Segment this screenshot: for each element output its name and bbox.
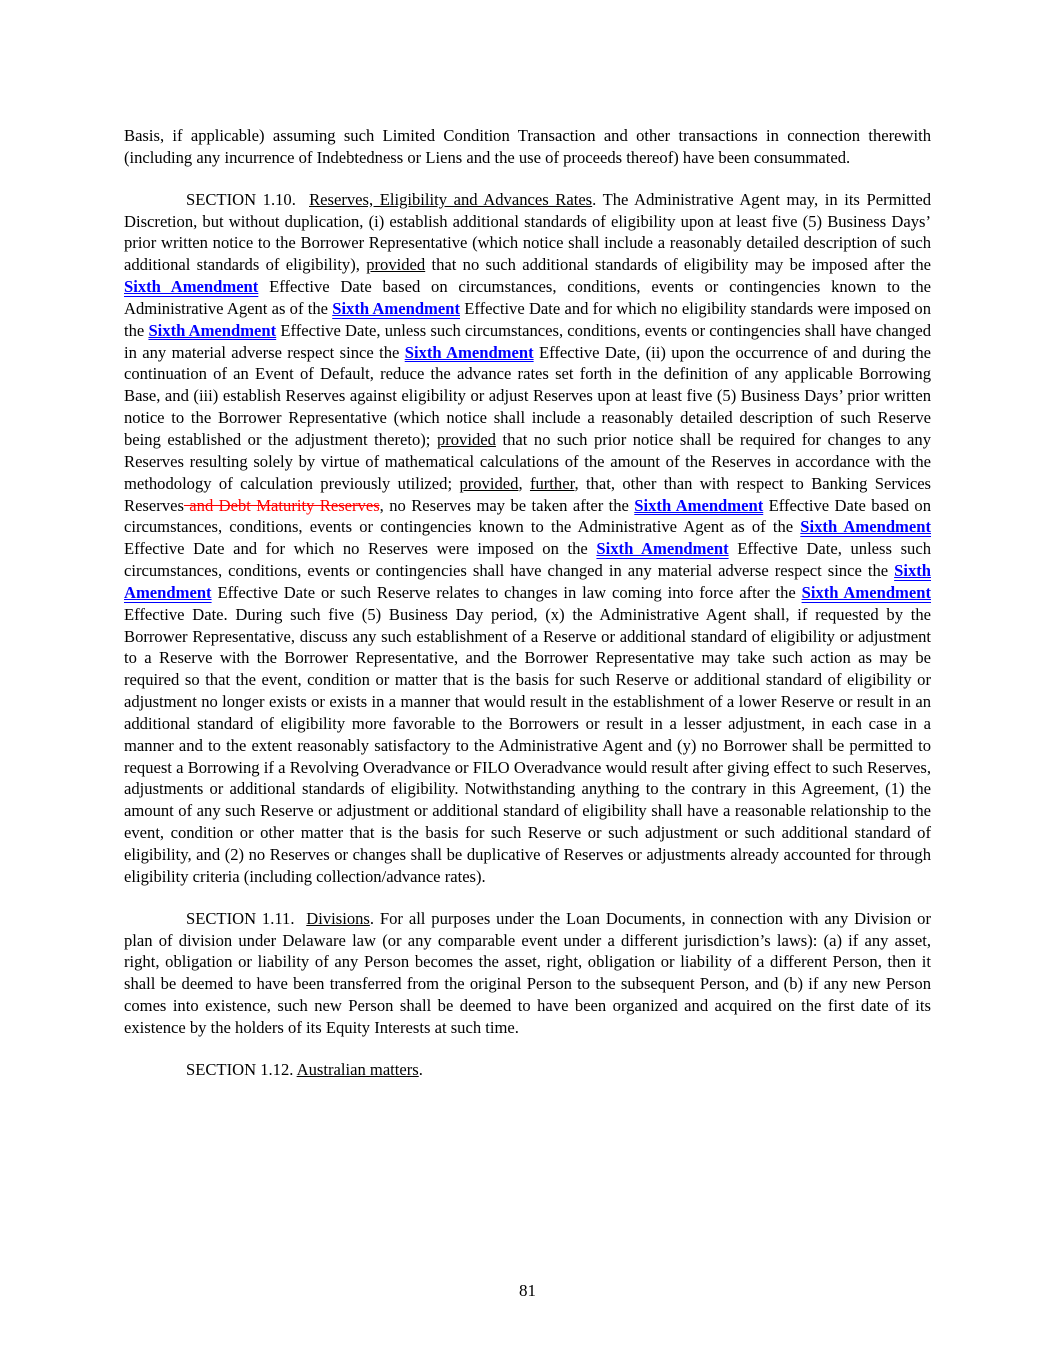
text: . The Administrative Agent may, in its Permitted Discretion, but without duplication, (i) establish additional standards of eligibility upon at least five (5) Business Days’ prior written notice to the Borrower Representative (which notice shall include a reasonably detailed description of such additional standards of eligibility), [124,189,932,275]
document-page [124,125,931,1081]
text: Effective Date, unless such circumstances, conditions, events or contingencies shall have changed in any material adverse respect since the [124,320,932,362]
inserted-text: Sixth Amendment [332,298,460,318]
section-number: SECTION 1.10. [186,189,296,209]
section-number: SECTION 1.11. [186,908,295,928]
text: . For all purposes under the Loan Documents, in connection with any Division or plan of division under Delaware law (or any comparable event under a different jurisdiction’s laws): (a) if any asset, right, obligation or liability of any Person becomes the asset, right, obligation or liability of a different Person, then it shall be deemed to have been transferred from the original Person to the subsequent Person, and (b) if any new Person comes into existence, such new Person shall be deemed to have been organized and acquired on the first date of its existence by the holders of its Equity Interests at such time. [124,908,931,1037]
inserted-text: Sixth Amendment [404,342,534,362]
inserted-text: Sixth Amendment [596,539,729,559]
section-number: SECTION 1.12. [186,1059,294,1079]
text: , that, other than with respect to Banking Services Reserves [124,473,932,515]
paragraph-continuation: Basis, if applicable) assuming such Limited Condition Transaction and other transactions in connection therewith (including any incurrence of Indebtedness or Liens and the use of proceeds thereof) have been consummated. [124,126,931,167]
further-term: further [529,473,575,493]
section-heading: Australian matters [296,1059,419,1079]
provided-term: provided [459,473,519,493]
page-number: 81 [519,1281,536,1300]
inserted-text: Sixth Amendment [124,561,931,602]
text: Effective Date or such Reserve relates to changes in law coming into force after the [217,582,802,602]
provided-term: provided [366,255,426,275]
text: that no such additional standards of eligibility may be imposed after the [425,255,932,275]
provided-term: provided [436,429,496,449]
text: Effective Date based on circumstances, conditions, events or contingencies known to the Administrative Agent as of the [124,495,931,537]
text: Effective Date, (ii) upon the occurrence of and during the continuation of an Event of Default, reduce the advance rates set forth in the definition of any applicable Borrowing Base, and (iii) establish Reserves against eligibility or adjust Reserves upon at least five (5) Business Days’ prior written notice to the Borrower Representative (which notice shall include a reasonably detailed description of such Reserve being established or the adjustment thereto); [124,342,931,449]
text: Effective Date based on circumstances, conditions, events or contingencies known to the Administrative Agent as of the [124,277,931,318]
text: Effective Date. During such five (5) Business Day period, (x) the Administrative Agent shall, if requested by the Borrower Representative, discuss any such establishment of a Reserve or additional standard of eligibility or adjustment to a Reserve with the Borrower Representative, and the Borrower Representative may take such action as may be required so that the event, condition or matter that is the basis for such Reserve or additional standard of eligibility or adjustment no longer exists or exists in a manner that would result in the establishment of a lower Reserve or result in an additional standard of eligibility more favorable to the Borrowers or result in a lesser adjustment, in each case in a manner and to the extent reasonably satisfactory to the Administrative Agent and (y) no Borrower shall be permitted to request a Borrowing if a Revolving Overadvance or FILO Overadvance would result after giving effect to such Reserves, adjustments or additional standards of eligibility. Notwithstanding anything to the contrary in this Agreement, (1) the amount of any such Reserve or adjustment or additional standard of eligibility shall have a reasonable relationship to the event, condition or other matter that is the basis for such Reserve or such adjustment or such additional standard of eligibility, and (2) no Reserves or changes shall be duplicative of Reserves or adjustments already accounted for through eligibility criteria (including collection/advance rates). [124,604,931,886]
text: Effective Date and for which no eligibility standards were imposed on the [124,298,931,340]
text: . [418,1059,423,1079]
text: Effective Date and for which no Reserves were imposed on the [124,539,597,559]
section-1-10: SECTION 1.10. Reserves, Eligibility and Advances Rates. The Administrative Agent may, in its Permitted Discretion, but without duplication, (i) establish additional standards of eligibility upon at least five (5) Business Days’ prior written notice to the Borrower Representative (which notice shall include a reasonably detailed description of such additional standards of eligibility), provided that no such additional standards of eligibility may be imposed after the Sixth Amendment Effective Date based on circumstances, conditions, events or contingencies known to the Administrative Agent as of the Sixth Amendment Effective Date and for which no eligibility standards were imposed on the Sixth Amendment Effective Date, unless such circumstances, conditions, events or contingencies shall have changed in any material adverse respect since the Sixth Amendment Effective Date, (ii) upon the occurrence of and during the continuation of an Event of Default, reduce the advance rates set forth in the definition of any applicable Borrowing Base, and (iii) establish Reserves against eligibility or adjust Reserves upon at least five (5) Business Days’ prior written notice to the Borrower Representative (which notice shall include a reasonably detailed description of such Reserve being established or the adjustment thereto); provided that no such prior notice shall be required for changes to any Reserves resulting solely by virtue of mathematical calculations of the amount of the Reserves in accordance with the methodology of calculation previously utilized; provided, further, that, other than with respect to Banking Services Reserves and Debt Maturity Reserves, no Reserves may be taken after the Sixth Amendment Effective Date based on circumstances, conditions, events or contingencies known to the Administrative Agent as of the Sixth Amendment Effective Date and for which no Reserves were imposed on the Sixth Amendment Effective Date, unless such circumstances, conditions, events or contingencies shall have changed in any material adverse respect since the Sixth Amendment Effective Date or such Reserve relates to changes in law coming into force after the Sixth Amendment Effective Date. During such five (5) Business Day period, (x) the Administrative Agent shall, if requested by the Borrower Representative, discuss any such establishment of a Reserve or additional standard of eligibility or adjustment to a Reserve with the Borrower Representative, and the Borrower Representative may take such action as may be required so that the event, condition or matter that is the basis for such Reserve or additional standard of eligibility or adjustment no longer exists or exists in a manner that would result in the establishment of a lower Reserve or result in an additional standard of eligibility more favorable to the Borrowers or result in a lesser adjustment, in each case in a manner and to the extent reasonably satisfactory to the Administrative Agent and (y) no Borrower shall be permitted to request a Borrowing if a Revolving Overadvance or FILO Overadvance would result after giving effect to such Reserves, adjustments or additional standards of eligibility. Notwithstanding anything to the contrary in this Agreement, (1) the amount of any such Reserve or adjustment or additional standard of eligibility shall have a reasonable relationship to the event, condition or other matter that is the basis for such Reserve or such adjustment or such additional standard of eligibility, and (2) no Reserves or changes shall be duplicative of Reserves or adjustments already accounted for through eligibility criteria (including collection/advance rates). [124,189,932,886]
inserted-text: Sixth Amendment [634,495,764,515]
text: , no Reserves may be taken after the [379,495,635,515]
inserted-text: Sixth Amendment [124,277,259,297]
section-heading: Divisions [306,908,370,928]
section-1-12 [124,1059,931,1081]
deleted-text: and Debt Maturity Reserves [183,495,380,515]
inserted-text: Sixth Amendment [801,582,931,602]
text: that no such prior notice shall be required for changes to any Reserves resulting solely by virtue of mathematical calculations of the amount of the Reserves in accordance with the methodology of calculation previously utilized; [124,429,932,493]
inserted-text: Sixth Amendment [800,517,931,537]
section-1-11 [124,908,931,1039]
text: Effective Date, unless such circumstances, conditions, events or contingencies shall have changed in any material adverse respect since the [124,539,932,581]
inserted-text: Sixth Amendment [148,320,277,340]
section-heading: Reserves, Eligibility and Advances Rates [309,189,593,209]
